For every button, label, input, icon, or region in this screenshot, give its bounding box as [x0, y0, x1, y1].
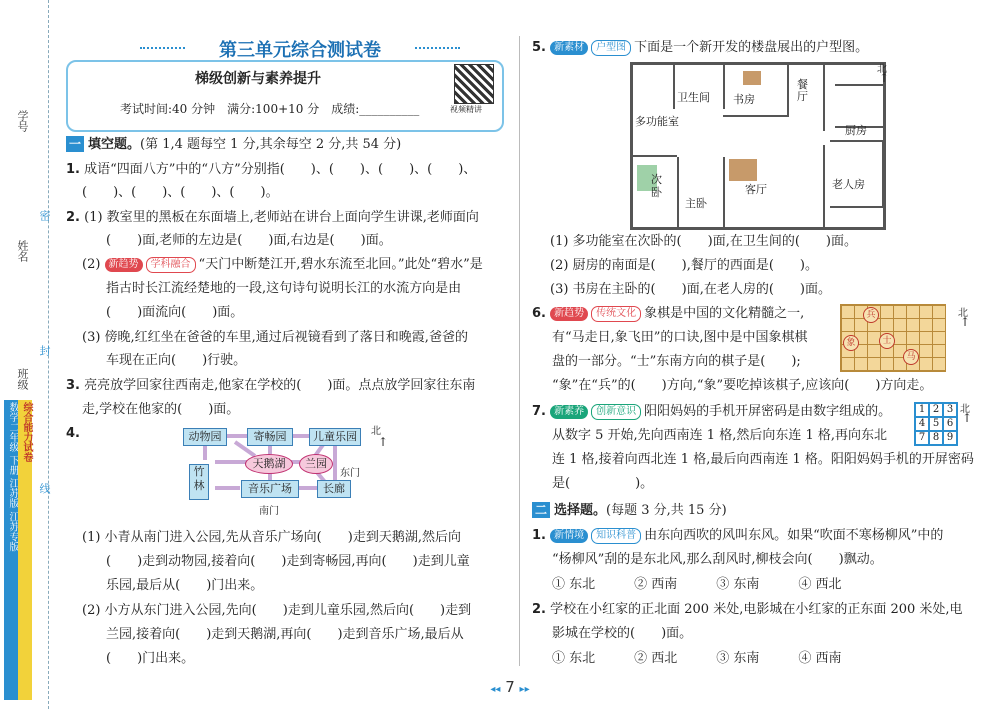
c1-line-1	[532, 528, 943, 544]
q7-text-1: 阳阳妈妈的手机开屏密码是由数字组成的。	[644, 404, 892, 419]
q1-number: 1.	[66, 162, 80, 177]
keypad-north-label: 北	[960, 404, 970, 415]
brand-strip-2	[18, 400, 32, 700]
c1-text-1: 由东向西吹的风叫东风。如果“吹面不寒杨柳风”中的	[644, 528, 944, 543]
key: 8	[929, 431, 943, 445]
section-1-number: 一	[66, 136, 84, 152]
q2-line-7: 车现在正向( )行驶。	[106, 353, 247, 368]
c1-number: 1.	[532, 528, 546, 543]
q7-line-4: 是( )。	[552, 476, 654, 491]
q3-line-1	[66, 378, 475, 394]
q3-text-1: 亮亮放学回家往西南走,他家在学校的( )面。点点放学回家往东南	[84, 378, 476, 393]
q7-tag-new: 新素养	[550, 405, 588, 419]
q2-line-5: ( )面流向( )面。	[106, 305, 244, 320]
q5-line-2: (2) 厨房的南面是( ),餐厅的西面是( )。	[550, 258, 818, 273]
q2-text-3: “天门中断楚江开,碧水东流至北回。”此处“碧水”是	[198, 257, 483, 272]
q7-number: 7.	[532, 404, 546, 419]
c1-tag-context: 新情境	[550, 529, 588, 543]
key: 7	[915, 431, 929, 445]
wall-2	[677, 157, 679, 227]
prev-arrows-icon: ◂◂	[490, 684, 501, 695]
q2-line-6: (3) 傍晚,红红坐在爸爸的车里,通过后视镜看到了落日和晚霞,爸爸的	[82, 330, 468, 345]
q4-line-6: ( )门出来。	[106, 651, 195, 666]
map-east-gate: 东门	[340, 468, 360, 479]
q6-tag-trend: 新趋势	[550, 307, 588, 321]
class-label: 班级	[16, 368, 29, 390]
c1-line-2: “杨柳风”刮的是东北风,那么刮风时,柳枝会向( )飘动。	[552, 552, 883, 567]
q7-line-3: 连 1 格,接着向西北连 1 格,最后向西南连 1 格。阳阳妈妈手机的开屏密码	[552, 452, 974, 467]
room-kitchen: 厨房	[845, 124, 867, 137]
map-north-label: 北	[371, 426, 381, 437]
next-arrows-icon: ▸▸	[519, 684, 530, 695]
keypad-north-arrow-icon: ↑	[962, 411, 973, 425]
key: 4	[915, 417, 929, 431]
q4-line-2: ( )走到动物园,接着向( )走到寄畅园,再向( )走到儿童	[106, 554, 470, 569]
section-1-title: 填空题。	[88, 137, 141, 152]
q6-line-1	[532, 306, 804, 322]
map-corridor: 长廊	[317, 480, 351, 498]
section-2-note: (每题 3 分,共 15 分)	[606, 503, 727, 518]
room-elder: 老人房	[832, 178, 865, 191]
header-box	[66, 60, 504, 132]
q2-tag-subject: 学科融合	[146, 257, 196, 273]
chess-north-arrow-icon: ↑	[960, 315, 971, 329]
room-second: 次卧	[651, 173, 662, 199]
page-number: 7	[505, 678, 515, 696]
q7-tag-innovation: 创新意识	[591, 404, 641, 420]
q4-number: 4.	[66, 426, 80, 441]
wall-4	[823, 145, 825, 227]
piece-bing: 兵	[863, 307, 879, 323]
map-music-square: 音乐广场	[241, 480, 299, 498]
key: 9	[943, 431, 957, 445]
map-orchid-garden: 兰园	[299, 454, 333, 474]
q7-line-1	[532, 404, 891, 420]
plan-north-arrow-icon: ↑	[879, 71, 890, 85]
q2-tag-trend: 新趋势	[105, 258, 143, 272]
q6-number: 6.	[532, 306, 546, 321]
piece-xiang: 象	[843, 335, 859, 351]
q6-line-4: “象”在“兵”的( )方向,“象”要吃掉该棋子,应该向( )方向走。	[552, 378, 933, 393]
seal-mark-3: 线	[38, 483, 51, 494]
key: 1	[915, 403, 929, 417]
room-master: 主卧	[685, 197, 707, 210]
q6-tag-culture: 传统文化	[591, 306, 641, 322]
room-wc: 卫生间	[677, 91, 710, 104]
q4-line-4: (2) 小方从东门进入公园,先向( )走到儿童乐园,然后向( )走到	[82, 603, 472, 618]
q3-line-2: 走,学校在他家的( )面。	[82, 402, 240, 417]
q6-line-2: 有“马走日,象飞田”的口诀,图中是中国象棋棋	[552, 330, 808, 345]
q4-line-1: (1) 小青从南门进入公园,先从音乐广场向( )走到天鹅湖,然后向	[82, 530, 461, 545]
title-banner	[140, 36, 460, 60]
q1-line-2: ( )、( )、( )、( )。	[82, 185, 279, 200]
c2-line-2: 影城在学校的( )面。	[552, 626, 693, 641]
q5-text-0: 下面是一个新开发的楼盘展出的户型图。	[634, 40, 869, 55]
subtitle: 梯级创新与素养提升	[195, 71, 321, 87]
q7-line-2: 从数字 5 开始,先向西南连 1 格,然后向东连 1 格,再向东北	[552, 428, 888, 443]
q4-line-5: 兰园,接着向( )走到天鹅湖,再向( )走到音乐广场,最后从	[106, 627, 464, 642]
qr-code[interactable]	[454, 64, 494, 104]
binding-margin	[0, 0, 49, 709]
room-living: 客厅	[745, 183, 767, 196]
keypad	[914, 402, 958, 446]
q2-line-1	[66, 210, 479, 226]
key: 2	[929, 403, 943, 417]
q1-text-1: 成语“四面八方”中的“八方”分别指( )、( )、( )、( )、	[84, 162, 477, 177]
piece-shi: 士	[879, 333, 895, 349]
section-2-number: 二	[532, 502, 550, 518]
map-bird-garden: 寄畅园	[247, 428, 293, 446]
q4-number-line	[66, 426, 80, 442]
section-2-title: 选择题。	[554, 503, 607, 518]
c2-text-1: 学校在小红家的正北面 200 米处,电影城在小红家的正东面 200 米处,电	[550, 602, 963, 617]
brand-strip	[4, 400, 18, 700]
column-divider	[519, 36, 520, 666]
map-swan-lake: 天鹅湖	[245, 454, 293, 474]
room-dining: 餐厅	[797, 78, 808, 103]
q5-number: 5.	[532, 40, 546, 55]
seal-mark-2: 封	[38, 345, 51, 356]
q6-text-1: 象棋是中国的文化精髓之一,	[644, 306, 805, 321]
q6-line-3: 盘的一部分。“士”东南方向的棋子是( );	[552, 354, 801, 369]
elder-box	[830, 140, 884, 208]
c1-tag-science: 知识科普	[591, 528, 641, 544]
room-multi: 多功能室	[635, 115, 679, 128]
q3-number: 3.	[66, 378, 80, 393]
north-arrow-icon: ↑	[378, 435, 389, 449]
plan-north-label: 北	[877, 64, 887, 75]
q5-line-0	[532, 40, 868, 56]
sofa-icon	[729, 159, 757, 181]
q1-line-1	[66, 162, 476, 178]
c2-line-1	[532, 602, 963, 618]
c2-number: 2.	[532, 602, 546, 617]
section-1-note: (第 1,4 题每空 1 分,其余每空 2 分,共 54 分)	[140, 137, 402, 152]
q5-line-3: (3) 书房在主卧的( )面,在老人房的( )面。	[550, 282, 831, 297]
student-id-label: 学号	[16, 110, 29, 132]
q2-text-1: (1) 教室里的黑板在东面墙上,老师站在讲台上面向学生讲课,老师面向	[84, 210, 479, 225]
key: 5	[929, 417, 943, 431]
q4-line-3: 乐园,最后从( )门出来。	[106, 578, 264, 593]
wall-3	[723, 157, 725, 227]
q5-tag-new: 新素材	[550, 41, 588, 55]
map-south-gate: 南门	[259, 506, 279, 517]
room-study: 书房	[733, 93, 755, 106]
chess-board	[840, 304, 946, 372]
q2-number: 2.	[66, 210, 80, 225]
map-bamboo: 竹林	[189, 464, 209, 500]
piece-ma: 马	[903, 349, 919, 365]
map-zoo: 动物园	[183, 428, 227, 446]
section-1-heading	[66, 136, 401, 153]
section-2-heading	[532, 502, 727, 519]
q2-line-2: ( )面,老师的左边是( )面,右边是( )面。	[106, 233, 392, 248]
chess-north-label: 北	[958, 308, 968, 319]
brand-text: 数学二年级 下册 江苏版 江苏专版	[7, 402, 18, 552]
wall	[633, 155, 677, 157]
map-kids-park: 儿童乐园	[309, 428, 361, 446]
q2-line-4: 指古时长江流经楚地的一段,这句诗句说明长江的水流方向是由	[106, 281, 462, 296]
desk-icon	[743, 71, 761, 85]
key: 6	[943, 417, 957, 431]
page-title: 第三单元综合测试卷	[185, 36, 415, 62]
q2-line-3: (2) 新趋势 学科融合 “天门中断楚江开,碧水东流至北回。”此处“碧水”是	[82, 257, 483, 272]
brand-name: 综合能力试卷	[21, 402, 32, 462]
key: 3	[943, 403, 957, 417]
q5-line-1: (1) 多功能室在次卧的( )面,在卫生间的( )面。	[550, 234, 857, 249]
exam-info: 考试时间:40 分钟 满分:100+10 分 成绩:__________	[120, 102, 420, 116]
c1-options: ① 东北 ② 西南 ③ 东南 ④ 西北	[552, 577, 842, 592]
q5-tag-type: 户型图	[591, 40, 631, 56]
page-footer	[470, 678, 550, 696]
seal-mark: 密	[38, 210, 51, 221]
name-label: 姓名	[16, 240, 29, 262]
park-map	[175, 422, 395, 518]
c2-options: ① 东北 ② 西北 ③ 东南 ④ 西南	[552, 651, 842, 666]
qr-label: 视频精讲	[450, 105, 482, 114]
